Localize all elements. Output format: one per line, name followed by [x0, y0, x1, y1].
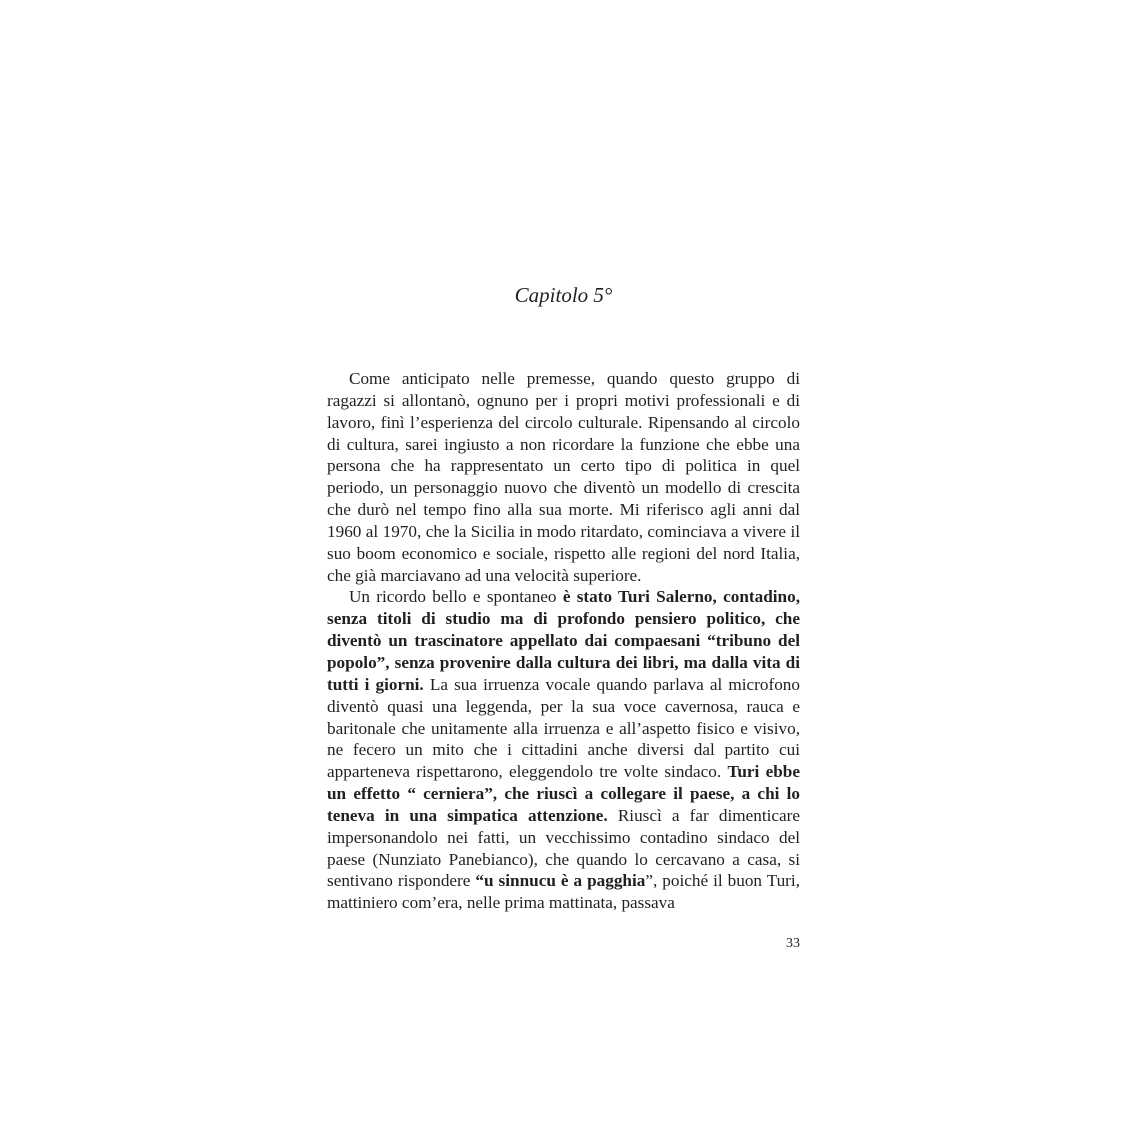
paragraph-2-text: Riuscì a far dimenticare impersonandolo nei fatti, un vecchissimo contadino sindaco del paese (Nunziato Panebianco), che quando lo cercavano a casa, si sentivano rispondere: [327, 805, 800, 891]
paragraph-2-text: Un ricordo bello e spontaneo: [349, 587, 563, 607]
paragraph-2-bold-turi-salerno: è stato Turi Salerno, contadino, senza titoli di studio ma di profondo pensiero politico, che diventò un trascinatore appellato dai compaesani “tribuno del popolo”, senza provenire dalla cultura dei libri, ma dalla vita di tutti i giorni.: [327, 587, 800, 694]
paragraph-2-text: La sua irruenza vocale quando parlava al microfono diventò quasi una leggenda, per la sua voce cavernosa, rauca e baritonale che unitamente alla irruenza e all’aspetto fisico e visivo, ne fecero un mito che i cittadini anche diversi dal partito cui apparteneva rispettarono, eleggendolo tre volte sindaco.: [327, 674, 800, 782]
chapter-body: [327, 368, 800, 914]
paragraph-1: [327, 368, 800, 586]
paragraph-2-bold-quote: “u sinnucu è a pagghia: [475, 871, 646, 891]
paragraph-2: [327, 586, 800, 914]
chapter-title: Capitolo 5°: [514, 283, 613, 307]
paragraph-1-text: Come anticipato nelle premesse, quando questo gruppo di ragazzi si allontanò, ognuno per i propri motivi professionali e di lavoro, finì l’esperienza del circolo culturale. Ripensando al circolo di cultura, sarei ingiusto a non ricordare la funzione che ebbe una persona che ha rappresentato un certo tipo di politica in quel periodo, un personaggio nuovo che diventò un modello di crescita che durò nel tempo fino alla sua morte. Mi riferisco agli anni dal 1960 al 1970, che la Sicilia in modo ritardato, cominciava a vivere il suo boom economico e sociale, rispetto alle regioni del nord Italia, che già marciavano ad una velocità superiore.: [327, 369, 800, 585]
paragraph-2-text: ”, poiché il buon Turi, mattiniero com’era, nelle prima mattinata, passava: [327, 871, 800, 913]
paragraph-2-bold-cerniera: Turi ebbe un effetto “ cerniera”, che riuscì a collegare il paese, a chi lo teneva in una simpatica attenzione.: [327, 762, 800, 825]
page-number: 33: [786, 936, 800, 951]
